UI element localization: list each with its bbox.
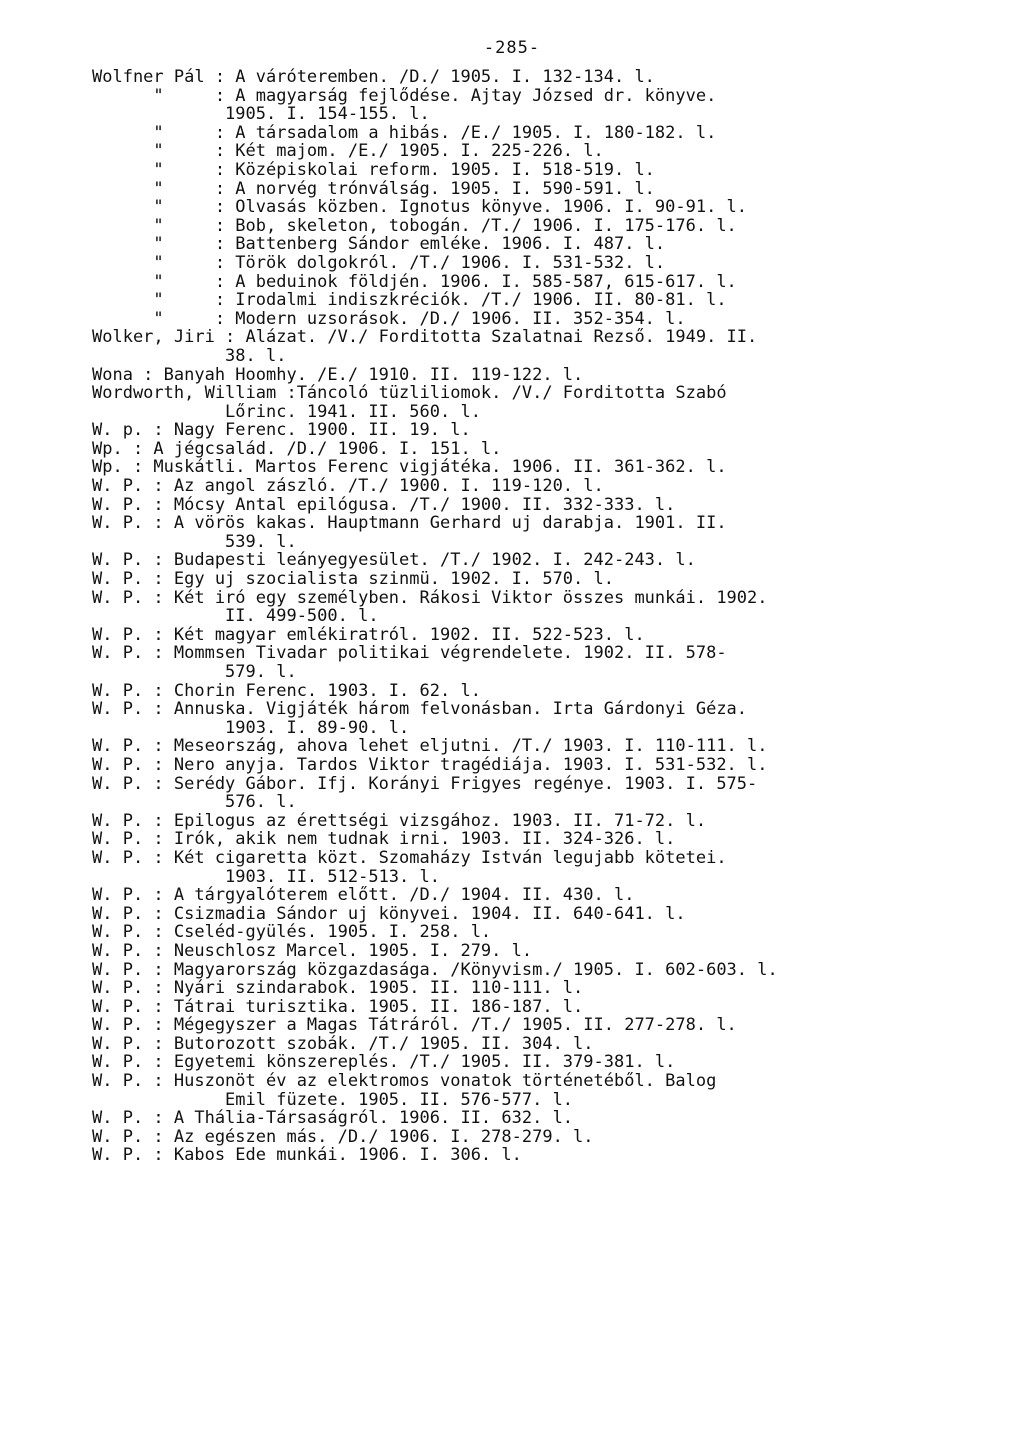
bibliography-entry bbox=[92, 812, 972, 831]
entry-line: Wolker, Jiri : Alázat. /V./ Forditotta Szalatnai Rezső. 1949. II. bbox=[92, 328, 758, 347]
bibliography-entry bbox=[92, 328, 972, 365]
bibliography-entry bbox=[92, 682, 972, 701]
entry-line: Wp. : A jégcsalád. /D./ 1906. I. 151. l. bbox=[92, 439, 502, 459]
bibliography-entry bbox=[92, 1016, 972, 1035]
entry-line: W. P. : Nyári szindarabok. 1905. II. 110-111. l. bbox=[92, 979, 584, 998]
bibliography-entry bbox=[92, 310, 972, 329]
entry-line: " : A magyarság fejlődése. Ajtay Józsed dr. könyve. bbox=[92, 86, 717, 106]
bibliography-entry bbox=[92, 1128, 972, 1147]
entry-line: W. P. : Egyetemi könszereplés. /T./ 1905. II. 379-381. l. bbox=[92, 1053, 676, 1073]
bibliography-entry bbox=[92, 570, 972, 589]
entry-line: W. P. : Az egészen más. /D./ 1906. I. 278-279. l. bbox=[92, 1127, 594, 1147]
entry-line: " : Irodalmi indiszkréciók. /T./ 1906. II. 80-81. l. bbox=[92, 291, 727, 310]
entry-line: W. P. : Kabos Ede munkái. 1906. I. 306. l. bbox=[92, 1146, 522, 1166]
bibliography-entry bbox=[92, 440, 972, 459]
entry-line: W. P. : Budapesti leányegyesület. /T./ 1902. I. 242-243. l. bbox=[92, 551, 696, 571]
entry-line: W. P. : Cseléd-gyülés. 1905. I. 258. l. bbox=[92, 923, 492, 942]
entry-line: W. P. : Az angol zászló. /T./ 1900. I. 119-120. l. bbox=[92, 477, 604, 496]
bibliography-entry bbox=[92, 961, 972, 980]
entry-line: W. P. : A vörös kakas. Hauptmann Gerhard uj darabja. 1901. II. bbox=[92, 514, 727, 533]
bibliography-entry bbox=[92, 942, 972, 961]
bibliography-entry bbox=[92, 235, 972, 254]
entry-line: W. P. : Butorozott szobák. /T./ 1905. II. 304. l. bbox=[92, 1034, 594, 1054]
entry-line: W. P. : Két magyar emlékiratról. 1902. II. 522-523. l. bbox=[92, 625, 645, 645]
entry-line: Wordworth, William :Táncoló tüzliliomok. /V./ Forditotta Szabó bbox=[92, 384, 727, 403]
bibliography-entry bbox=[92, 1109, 972, 1128]
bibliography-entry bbox=[92, 1072, 972, 1109]
bibliography-list bbox=[92, 68, 972, 1165]
bibliography-entry bbox=[92, 124, 972, 143]
entry-line: W. P. : Irók, akik nem tudnak irni. 1903. II. 324-326. l. bbox=[92, 830, 676, 849]
entry-line: W. P. : Magyarország közgazdasága. /Könyvism./ 1905. I. 602-603. l. bbox=[92, 960, 778, 980]
bibliography-entry bbox=[92, 180, 972, 199]
bibliography-entry bbox=[92, 849, 972, 886]
bibliography-entry bbox=[92, 421, 972, 440]
bibliography-entry bbox=[92, 589, 972, 626]
entry-line: W. P. : Nero anyja. Tardos Viktor tragédiája. 1903. I. 531-532. l. bbox=[92, 755, 768, 775]
entry-line: Wp. : Muskátli. Martos Ferenc vigjátéka. 1906. II. 361-362. l. bbox=[92, 458, 727, 478]
bibliography-entry bbox=[92, 142, 972, 161]
entry-line: 38. l. bbox=[92, 346, 287, 366]
entry-line: W. P. : Mégegyszer a Magas Tátráról. /T./ 1905. II. 277-278. l. bbox=[92, 1016, 737, 1035]
entry-line: 539. l. bbox=[92, 532, 297, 552]
entry-line: 1905. I. 154-155. l. bbox=[92, 105, 430, 124]
entry-line: " : Battenberg Sándor emléke. 1906. I. 487. l. bbox=[92, 235, 666, 254]
entry-line: W. P. : Huszonöt év az elektromos vonatok történetéből. Balog bbox=[92, 1072, 717, 1091]
entry-line: " : Két majom. /E./ 1905. I. 225-226. l. bbox=[92, 142, 604, 161]
entry-line: 1903. I. 89-90. l. bbox=[92, 718, 410, 738]
bibliography-entry bbox=[92, 273, 972, 292]
entry-line: W. P. : Meseország, ahova lehet eljutni. /T./ 1903. I. 110-111. l. bbox=[92, 737, 768, 756]
entry-line: " : A beduinok földjén. 1906. I. 585-587, 615-617. l. bbox=[92, 272, 737, 292]
entry-line: 1903. II. 512-513. l. bbox=[92, 867, 440, 887]
entry-line: W. P. : Két iró egy személyben. Rákosi Viktor összes munkái. 1902. bbox=[92, 588, 768, 608]
bibliography-entry bbox=[92, 1035, 972, 1054]
entry-line: 579. l. bbox=[92, 663, 297, 682]
entry-line: " : Olvasás közben. Ignotus könyve. 1906. I. 90-91. l. bbox=[92, 198, 748, 217]
entry-line: W. P. : Mócsy Antal epilógusa. /T./ 1900. II. 332-333. l. bbox=[92, 495, 676, 515]
bibliography-entry bbox=[92, 979, 972, 998]
bibliography-entry bbox=[92, 923, 972, 942]
bibliography-entry bbox=[92, 626, 972, 645]
entry-line: W. P. : Tátrai turisztika. 1905. II. 186-187. l. bbox=[92, 997, 584, 1017]
bibliography-entry bbox=[92, 496, 972, 515]
bibliography-entry bbox=[92, 198, 972, 217]
bibliography-entry bbox=[92, 551, 972, 570]
bibliography-entry bbox=[92, 68, 972, 87]
bibliography-entry bbox=[92, 1053, 972, 1072]
bibliography-entry bbox=[92, 384, 972, 421]
entry-line: W. P. : Egy uj szocialista szinmü. 1902. I. 570. l. bbox=[92, 570, 614, 589]
entry-line: W. P. : Annuska. Vigjáték három felvonásban. Irta Gárdonyi Géza. bbox=[92, 700, 748, 719]
entry-line: Wona : Banyah Hoomhy. /E./ 1910. II. 119-122. l. bbox=[92, 365, 584, 385]
entry-line: " : Bob, skeleton, tobogán. /T./ 1906. I. 175-176. l. bbox=[92, 216, 737, 236]
entry-line: W. P. : Epilogus az érettségi vizsgához. 1903. II. 71-72. l. bbox=[92, 811, 707, 831]
entry-line: Wolfner Pál : A váróteremben. /D./ 1905. I. 132-134. l. bbox=[92, 68, 655, 87]
entry-line: " : A norvég trónválság. 1905. I. 590-591. l. bbox=[92, 179, 655, 199]
bibliography-entry bbox=[92, 458, 972, 477]
entry-line: " : Középiskolai reform. 1905. I. 518-519. l. bbox=[92, 160, 655, 180]
entry-line: W. P. : Mommsen Tivadar politikai végrendelete. 1902. II. 578- bbox=[92, 644, 727, 663]
bibliography-entry bbox=[92, 905, 972, 924]
entry-line: W. P. : Chorin Ferenc. 1903. I. 62. l. bbox=[92, 681, 481, 701]
entry-line: W. P. : Serédy Gábor. Ifj. Korányi Frigyes regénye. 1903. I. 575- bbox=[92, 774, 758, 794]
bibliography-entry bbox=[92, 886, 972, 905]
bibliography-entry bbox=[92, 477, 972, 496]
entry-line: W. p. : Nagy Ferenc. 1900. II. 19. l. bbox=[92, 421, 471, 440]
entry-line: " : Modern uzsorások. /D./ 1906. II. 352-354. l. bbox=[92, 309, 686, 329]
entry-line: W. P. : A Thália-Társaságról. 1906. II. 632. l. bbox=[92, 1109, 574, 1128]
entry-line: II. 499-500. l. bbox=[92, 607, 379, 626]
entry-line: 576. l. bbox=[92, 793, 297, 812]
bibliography-entry bbox=[92, 161, 972, 180]
bibliography-entry bbox=[92, 700, 972, 737]
entry-line: W. P. : A tárgyalóterem előtt. /D./ 1904. II. 430. l. bbox=[92, 886, 635, 905]
bibliography-entry bbox=[92, 87, 972, 124]
bibliography-entry bbox=[92, 291, 972, 310]
bibliography-entry bbox=[92, 775, 972, 812]
bibliography-entry bbox=[92, 217, 972, 236]
bibliography-entry bbox=[92, 514, 972, 551]
page-number: -285- bbox=[483, 38, 541, 58]
bibliography-entry bbox=[92, 366, 972, 385]
bibliography-entry bbox=[92, 830, 972, 849]
bibliography-entry bbox=[92, 998, 972, 1017]
entry-line: Lőrinc. 1941. II. 560. l. bbox=[92, 402, 481, 422]
bibliography-entry bbox=[92, 644, 972, 681]
bibliography-entry bbox=[92, 737, 972, 756]
entry-line: " : A társadalom a hibás. /E./ 1905. I. 180-182. l. bbox=[92, 123, 717, 143]
bibliography-entry bbox=[92, 756, 972, 775]
entry-line: W. P. : Csizmadia Sándor uj könyvei. 1904. II. 640-641. l. bbox=[92, 904, 686, 924]
entry-line: " : Török dolgokról. /T./ 1906. I. 531-532. l. bbox=[92, 253, 666, 273]
bibliography-entry bbox=[92, 254, 972, 273]
entry-line: W. P. : Két cigaretta közt. Szomaházy István legujabb kötetei. bbox=[92, 848, 727, 868]
entry-line: Emil füzete. 1905. II. 576-577. l. bbox=[92, 1090, 574, 1110]
bibliography-entry bbox=[92, 1146, 972, 1165]
entry-line: W. P. : Neuschlosz Marcel. 1905. I. 279. l. bbox=[92, 941, 533, 961]
